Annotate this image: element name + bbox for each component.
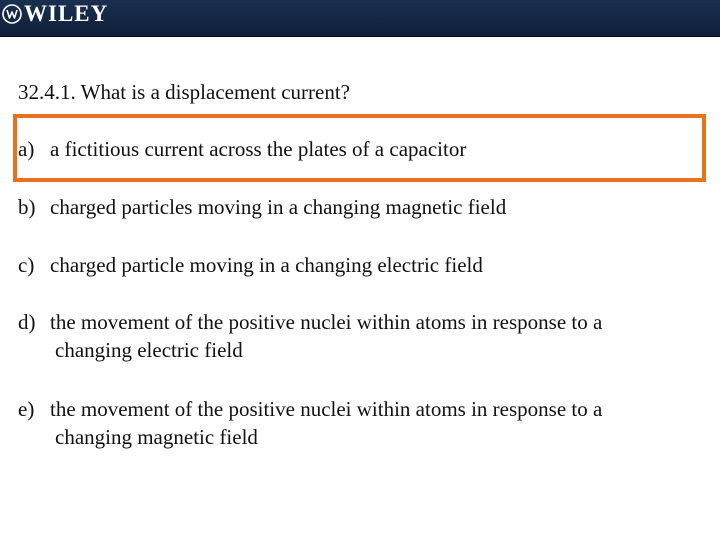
logo-text: WILEY	[24, 1, 109, 26]
question-text: 32.4.1. What is a displacement current?	[18, 80, 351, 104]
option-letter: c)	[18, 253, 35, 277]
option-text: charged particles moving in a changing magnetic field	[50, 195, 507, 219]
option-text-continued: changing electric field	[55, 338, 243, 362]
option-text-continued: changing magnetic field	[55, 425, 258, 449]
option-text: the movement of the positive nuclei within atoms in response to a	[50, 310, 603, 334]
option-d[interactable]	[18, 308, 708, 364]
option-a[interactable]	[18, 135, 708, 163]
option-text: a fictitious current across the plates of a capacitor	[50, 137, 467, 161]
option-text: charged particle moving in a changing electric field	[50, 253, 483, 277]
option-c[interactable]	[18, 251, 708, 279]
option-letter: b)	[18, 195, 36, 219]
option-letter: e)	[18, 397, 35, 421]
option-b[interactable]	[18, 193, 708, 221]
option-letter: d)	[18, 310, 36, 334]
option-letter: a)	[18, 137, 35, 161]
option-e[interactable]	[18, 395, 708, 451]
option-text: the movement of the positive nuclei within atoms in response to a	[50, 397, 603, 421]
